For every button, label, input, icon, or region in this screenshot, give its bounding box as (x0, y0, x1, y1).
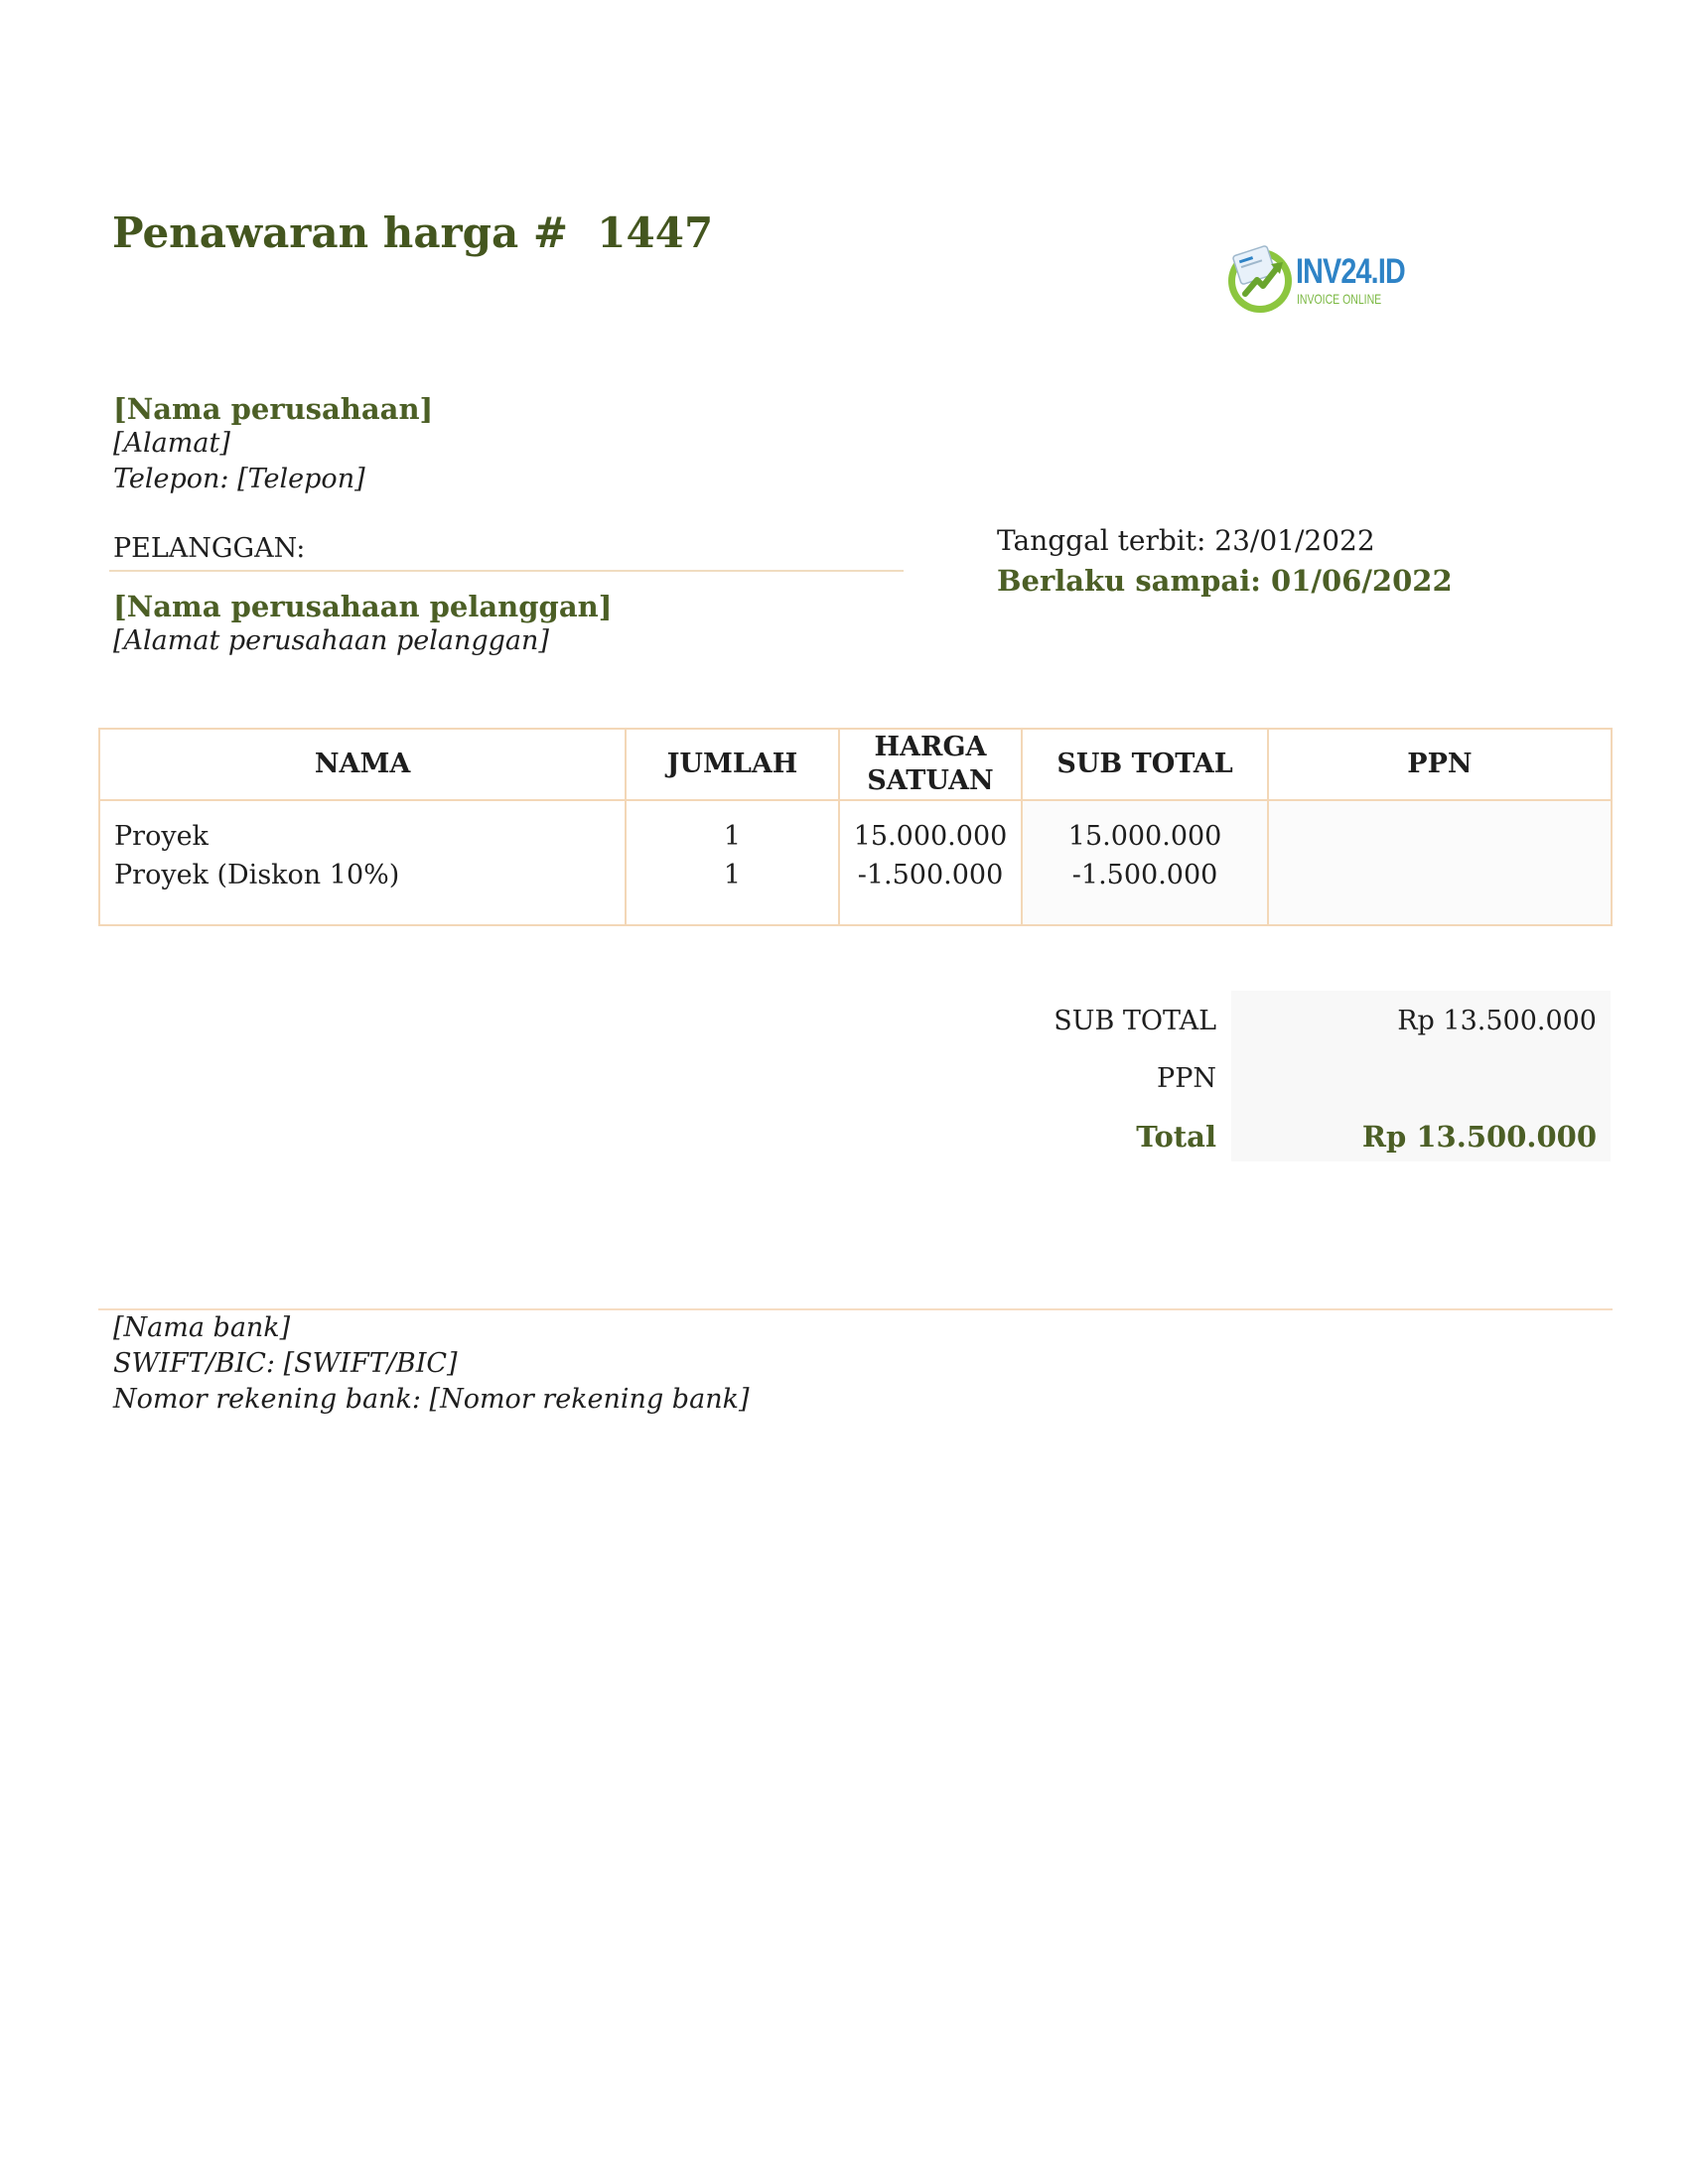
header-unit-price-line2: SATUAN (867, 765, 994, 796)
row-2-vat (1283, 856, 1597, 894)
table-header-row (99, 729, 1612, 800)
logo-tagline: INVOICE ONLINE (1297, 291, 1382, 307)
vat-label: PPN (1157, 1063, 1216, 1094)
subtotal-label: SUB TOTAL (1054, 1006, 1216, 1036)
logo-brand: INV24.ID (1296, 252, 1405, 291)
total-value: Rp 13.500.000 (1361, 1120, 1597, 1154)
row-1-qty: 1 (723, 821, 742, 852)
header-vat: PPN (1268, 729, 1612, 800)
sender-address: [Alamat] (113, 428, 230, 459)
customer-divider (109, 570, 904, 572)
row-1-subtotal: 15.000.000 (1067, 821, 1222, 852)
bank-name: [Nama bank] (113, 1312, 291, 1343)
items-table (98, 728, 1613, 926)
valid-until-date: Berlaku sampai: 01/06/2022 (997, 564, 1453, 598)
cell-unit-price (839, 800, 1023, 925)
row-1-name: Proyek (114, 821, 209, 852)
customer-address: [Alamat perusahaan pelanggan] (113, 625, 549, 656)
cell-subtotal (1022, 800, 1268, 925)
header-subtotal: SUB TOTAL (1022, 729, 1268, 800)
document-title: Penawaran harga # 1447 (112, 208, 714, 257)
header-qty: JUMLAH (626, 729, 839, 800)
bank-divider (98, 1308, 1613, 1310)
row-2-subtotal: -1.500.000 (1071, 860, 1218, 890)
header-name: NAMA (99, 729, 626, 800)
customer-company-name: [Nama perusahaan pelanggan] (113, 590, 613, 623)
bank-swift: SWIFT/BIC: [SWIFT/BIC] (113, 1348, 458, 1379)
issue-date: Tanggal terbit: 23/01/2022 (997, 524, 1375, 557)
total-label: Total (1136, 1120, 1216, 1154)
bank-account: Nomor rekening bank: [Nomor rekening bank] (113, 1384, 750, 1415)
row-2-unit-price: -1.500.000 (857, 860, 1004, 890)
customer-label: PELANGGAN: (113, 533, 306, 564)
header-unit-price-line1: HARGA (874, 732, 987, 763)
sender-phone: Telepon: [Telepon] (113, 464, 365, 494)
row-2-qty: 1 (723, 860, 742, 890)
row-1-vat (1283, 817, 1597, 856)
header-unit-price (839, 729, 1023, 800)
subtotal-value: Rp 13.500.000 (1397, 1006, 1597, 1036)
row-1-unit-price: 15.000.000 (853, 821, 1008, 852)
cell-names (99, 800, 626, 925)
table-body-row (99, 800, 1612, 925)
cell-vat (1268, 800, 1612, 925)
row-2-name: Proyek (Diskon 10%) (114, 860, 400, 890)
cell-qty (626, 800, 839, 925)
sender-company-name: [Nama perusahaan] (113, 392, 434, 426)
